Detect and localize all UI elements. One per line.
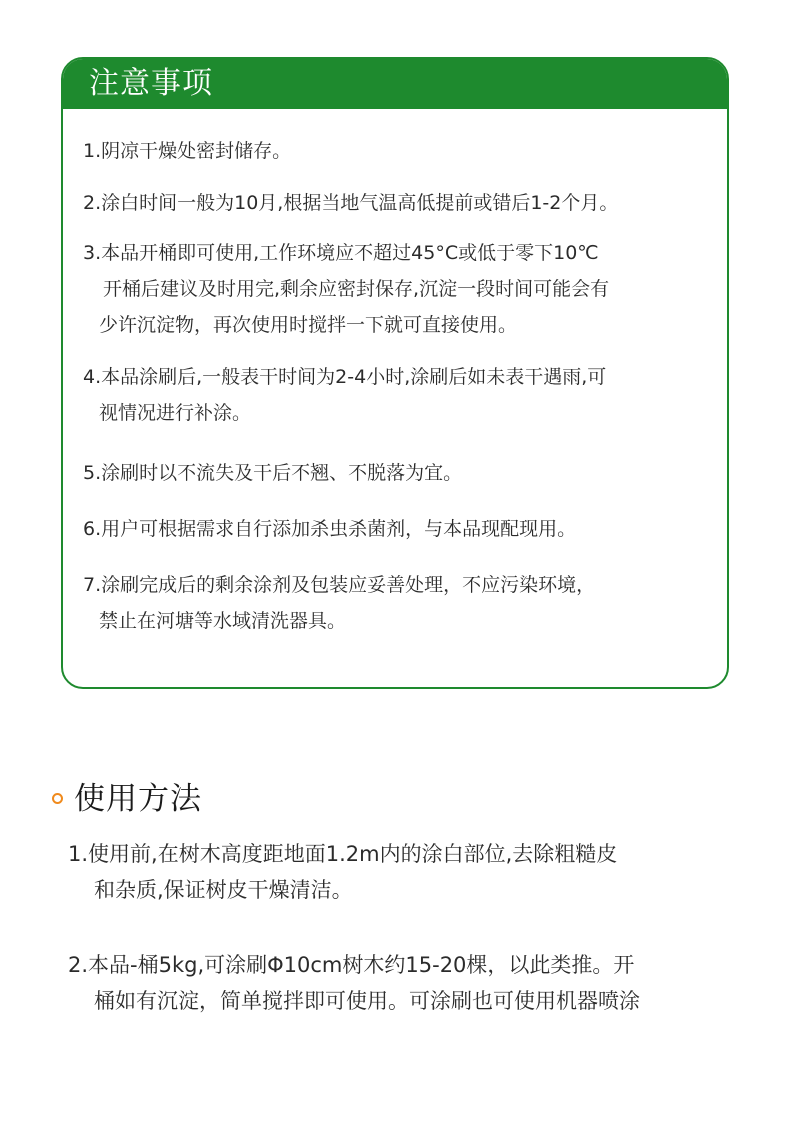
notice-panel <box>61 57 729 689</box>
notice-item-7 <box>83 567 723 639</box>
usage-line: 和杂质,保证树皮干燥清洁。 <box>94 878 353 902</box>
notice-line: 2.涂白时间一般为10月,根据当地气温高低提前或错后1-2个月。 <box>83 192 619 214</box>
usage-line: 1.使用前,在树木高度距地面1.2m内的涂白部位,去除粗糙皮 <box>68 842 618 866</box>
usage-line: 2.本品-桶5kg,可涂刷Φ10cm树木约15-20棵，以此类推。开 <box>68 953 635 977</box>
notice-item-4 <box>83 359 723 431</box>
notice-item-1 <box>83 133 723 169</box>
notice-line: 4.本品涂刷后,一般表干时间为2-4小时,涂刷后如未表干遇雨,可 <box>83 366 607 388</box>
notice-line: 少许沉淀物，再次使用时搅拌一下就可直接使用。 <box>99 314 518 336</box>
circle-bullet-icon <box>52 793 63 804</box>
notice-item-5 <box>83 455 723 491</box>
notice-line: 7.涂刷完成后的剩余涂剂及包装应妥善处理，不应污染环境， <box>83 574 596 596</box>
notice-item-3 <box>83 235 723 343</box>
usage-heading <box>52 770 202 820</box>
notice-line: 禁止在河塘等水域清洗器具。 <box>99 610 347 632</box>
notice-line: 3.本品开桶即可使用,工作环境应不超过45°C或低于零下10℃ <box>83 242 599 264</box>
usage-item-2 <box>68 947 768 1019</box>
notice-line: 1.阴凉干燥处密封储存。 <box>83 140 292 162</box>
notice-item-6 <box>83 511 723 547</box>
usage-item-1 <box>68 836 768 908</box>
notice-title: 注意事项 <box>63 59 727 109</box>
notice-item-2 <box>83 185 723 221</box>
notice-line: 视情况进行补涂。 <box>99 402 252 424</box>
notice-line: 开桶后建议及时用完,剩余应密封保存,沉淀一段时间可能会有 <box>103 278 610 300</box>
usage-title: 使用方法 <box>74 780 202 817</box>
usage-line: 桶如有沉淀，简单搅拌即可使用。可涂刷也可使用机器喷涂 <box>94 989 640 1013</box>
notice-line: 6.用户可根据需求自行添加杀虫杀菌剂，与本品现配现用。 <box>83 518 577 540</box>
notice-line: 5.涂刷时以不流失及干后不翘、不脱落为宜。 <box>83 462 463 484</box>
